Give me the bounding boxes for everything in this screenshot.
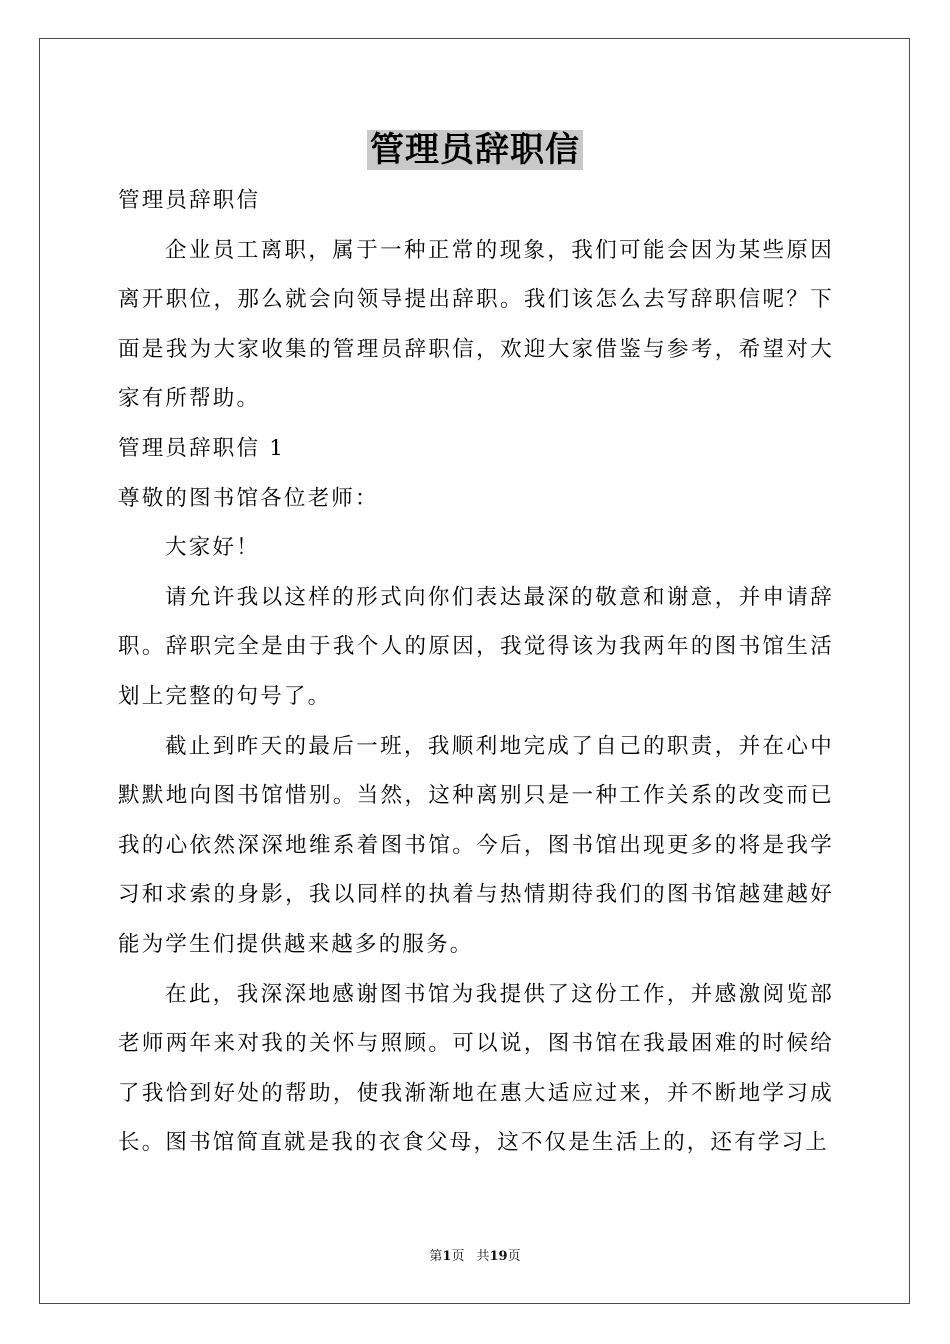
paragraph-body-1: 请允许我以这样的形式向你们表达最深的敬意和谢意，并申请辞职。辞职完全是由于我个人的原因，我觉得该为我两年的图书馆生活划上完整的句号了。 [118,584,834,709]
footer-page-suffix: 页 [451,1249,465,1264]
document-body [118,176,834,1168]
page-footer [0,1248,950,1266]
paragraph-greeting: 大家好！ [165,535,260,561]
paragraph-subtitle: 管理员辞职信 [118,188,261,213]
paragraph-body-2: 截止到昨天的最后一班，我顺利地完成了自己的职责，并在心中默默地向图书馆惜别。当然，这种离别只是一种工作关系的改变而已我的心依然深深地维系着图书馆。今后，图书馆出现更多的将是我学习和求索的身影，我以同样的执着与热情期待我们的图书馆越建越好能为学生们提供越来越多的服务。 [118,733,834,957]
footer-total-prefix: 共 [476,1249,490,1264]
paragraph-salutation: 尊敬的图书馆各位老师： [118,485,379,511]
paragraph-letter-heading: 管理员辞职信 1 [118,435,286,461]
paragraph-intro: 企业员工离职，属于一种正常的现象，我们可能会因为某些原因离开职位，那么就会向领导提出辞职。我们该怎么去写辞职信呢？下面是我为大家收集的管理员辞职信，欢迎大家借鉴与参考，希望对大家有所帮助。 [118,237,834,412]
footer-page-total: 19 [489,1249,508,1264]
paragraph-body-3: 在此，我深深地感谢图书馆为我提供了这份工作，并感激阅览部老师两年来对我的关怀与照顾。可以说，图书馆在我最困难的时候给了我恰到好处的帮助，使我渐渐地在惠大适应过来，并不断地学习成长。图书馆简直就是我的衣食父母，这不仅是生活上的，还有学习上 [118,981,834,1156]
footer-page-current: 1 [442,1249,452,1264]
document-title [0,128,950,172]
footer-page-prefix: 第 [429,1249,443,1264]
document-title-text: 管理员辞职信 [367,130,583,170]
footer-total-suffix: 页 [507,1249,521,1264]
